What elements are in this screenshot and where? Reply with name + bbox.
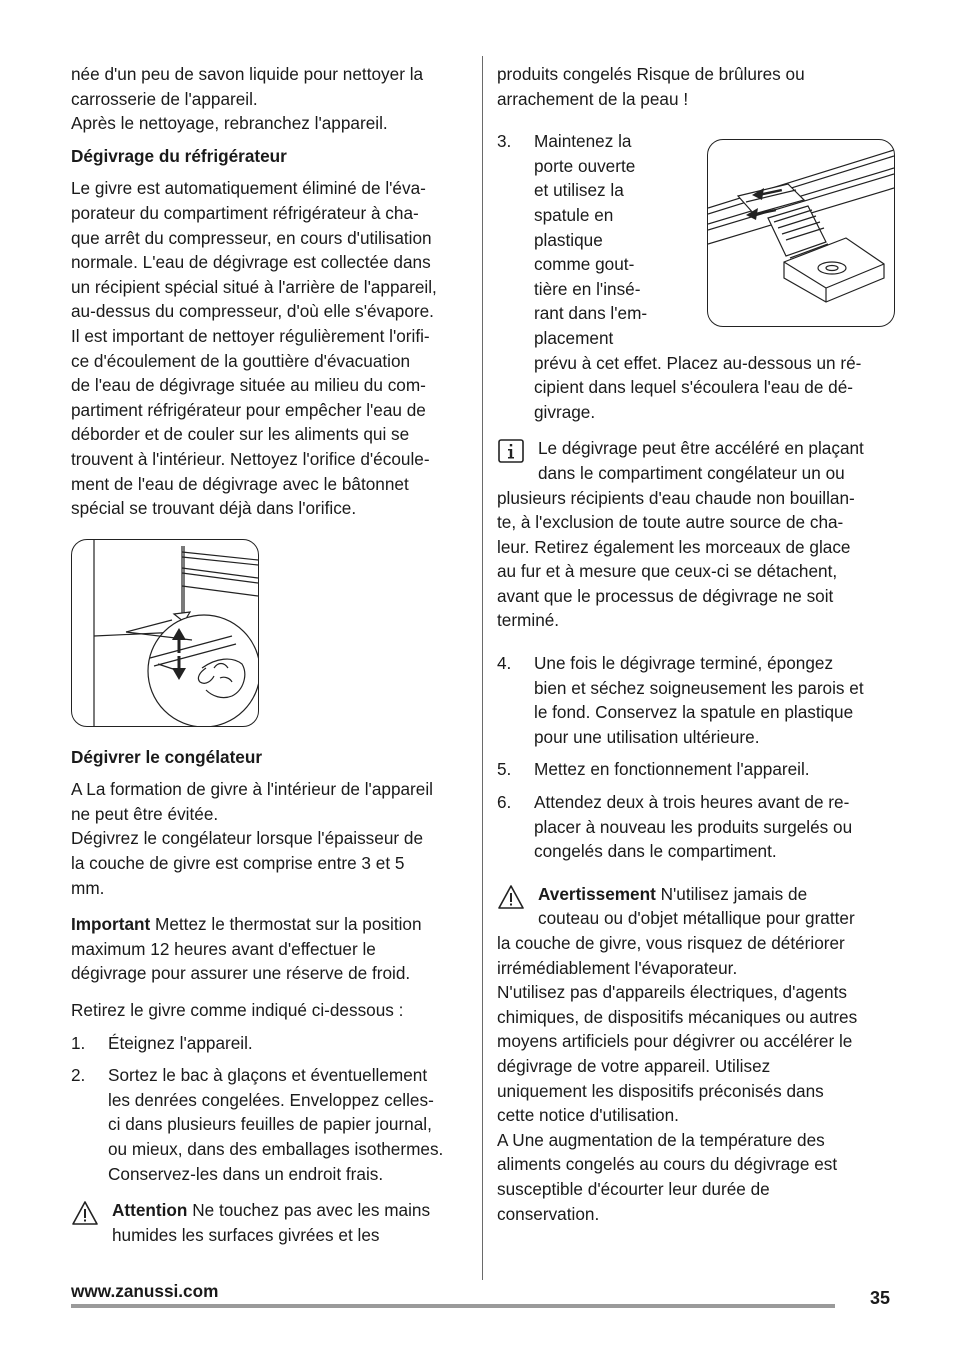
- step-text: ou mieux, dans des emballages isothermes.: [108, 1139, 444, 1159]
- step-number: 2.: [71, 1065, 86, 1086]
- step-text: Éteignez l'appareil.: [108, 1032, 253, 1053]
- step-text: plastique: [534, 229, 603, 250]
- info-icon: [497, 438, 525, 464]
- fridge-defrost-heading: Dégivrage du réfrigérateur: [71, 145, 287, 166]
- step-text: congelés dans le compartiment.: [534, 841, 777, 862]
- spatula-illustration: [707, 139, 895, 327]
- paragraph-line: au-dessus du compresseur, d'où elle s'évapore.: [71, 301, 434, 322]
- warning-text: couteau ou d'objet métallique pour gratter: [538, 908, 855, 929]
- important-note: [71, 912, 469, 986]
- step-text: Maintenez la: [534, 131, 632, 152]
- column-divider: [482, 56, 483, 1280]
- step-text: placement: [534, 327, 614, 348]
- attention-continued: produits congelés Risque de brûlures ou: [497, 64, 805, 84]
- step-text: les denrées congelées. Enveloppez celles-: [108, 1089, 434, 1110]
- paragraph-line: ne peut être évitée.: [71, 803, 219, 824]
- step-text: rant dans l'em-: [534, 303, 648, 324]
- warning-text: uniquement les dispositifs préconisés dans: [497, 1080, 824, 1101]
- left-column: [71, 62, 469, 1247]
- paragraph-line: Dégivrez le congélateur lorsque l'épaisseur de: [71, 828, 424, 849]
- list-item-step-5: [497, 757, 897, 782]
- warning-text: irrémédiablement l'évaporateur.: [497, 957, 738, 978]
- info-text: dans le compartiment congélateur un ou: [538, 462, 845, 483]
- warning-triangle-icon: [71, 1200, 99, 1226]
- important-label: Important: [71, 914, 151, 935]
- page-number: 35: [870, 1288, 891, 1308]
- step-text: givrage.: [534, 401, 596, 422]
- list-item-step-3: [497, 129, 897, 350]
- paragraph-line: partiment réfrigérateur pour empêcher l'eau de: [71, 399, 426, 420]
- paragraph-line: Le givre est automatiquement éliminé de l'éva-: [71, 178, 426, 199]
- warning-text: moyens artificiels pour dégivrer ou accélérer le: [497, 1031, 853, 1052]
- paragraph-line: spécial se trouvant déjà dans l'orifice.: [71, 498, 357, 519]
- paragraph-line: porateur du compartiment réfrigérateur à cha-: [71, 202, 419, 223]
- paragraph-line: de l'eau de dégivrage située au milieu du com-: [71, 375, 426, 396]
- step-text: Une fois le dégivrage terminé, épongez: [534, 653, 834, 674]
- paragraph-line: A La formation de givre à l'intérieur de l'appareil: [71, 779, 433, 800]
- warning-text: aliments congelés au cours du dégivrage est: [497, 1154, 838, 1175]
- remove-frost-intro: Retirez le givre comme indiqué ci-dessous :: [71, 1000, 404, 1021]
- step-number: 4.: [497, 653, 512, 674]
- step-number: 6.: [497, 792, 512, 813]
- attention-note: [71, 1198, 469, 1247]
- paragraph-line: trouvent à l'intérieur. Nettoyez l'orifice d'écoule-: [71, 448, 430, 469]
- step-text: Mettez en fonctionnement l'appareil.: [534, 759, 810, 780]
- important-text: Mettez le thermostat sur la position: [150, 914, 422, 935]
- intro-line: née d'un peu de savon liquide pour nettoyer la: [71, 64, 424, 84]
- step-number: 5.: [497, 759, 512, 780]
- list-item-step-1: [71, 1031, 469, 1056]
- paragraph-line: déborder et de couler sur les aliments qui se: [71, 424, 410, 445]
- important-text: dégivrage pour assurer une réserve de froid.: [71, 963, 411, 984]
- freezer-defrost-paragraph: [71, 777, 469, 900]
- step-text: comme gout-: [534, 254, 635, 275]
- step-text: ci dans plusieurs feuilles de papier journal,: [108, 1114, 432, 1135]
- paragraph-line: normale. L'eau de dégivrage est collectée dans: [71, 252, 431, 273]
- step-text: tière en l'insé-: [534, 278, 641, 299]
- step-number: 3.: [497, 131, 512, 152]
- attention-label: Attention: [112, 1200, 188, 1221]
- info-text: avant que le processus de dégivrage ne soit: [497, 585, 834, 606]
- warning-text: dégivrage de votre appareil. Utilisez: [497, 1055, 771, 1076]
- step-text: bien et séchez soigneusement les parois et: [534, 677, 864, 698]
- step-text: placer à nouveau les produits surgelés ou: [534, 816, 853, 837]
- info-note: [497, 436, 897, 633]
- paragraph-line: que arrêt du compresseur, en cours d'utilisation: [71, 227, 432, 248]
- info-text: plusieurs récipients d'eau chaude non bouillan-: [497, 487, 855, 508]
- list-item-step-2: [71, 1063, 469, 1186]
- step-text: pour une utilisation ultérieure.: [534, 726, 760, 747]
- footer-website: www.zanussi.com: [71, 1281, 219, 1301]
- step-text: le fond. Conservez la spatule en plastique: [534, 702, 854, 723]
- warning-text: A Une augmentation de la température des: [497, 1129, 825, 1150]
- warning-text: N'utilisez pas d'appareils électriques, d'agents: [497, 982, 847, 1003]
- step-text: Sortez le bac à glaçons et éventuellement: [108, 1065, 428, 1086]
- step-text: et utilisez la: [534, 180, 624, 201]
- paragraph-line: la couche de givre est comprise entre 3 et 5: [71, 853, 405, 874]
- warning-label: Avertissement: [538, 883, 656, 904]
- drain-cleaning-illustration: [71, 539, 259, 727]
- step-text: prévu à cet effet. Placez au-dessous un ré-: [534, 352, 862, 373]
- step-text: cipient dans lequel s'écoulera l'eau de dé-: [534, 377, 854, 398]
- step-text: Conservez-les dans un endroit frais.: [108, 1163, 384, 1184]
- warning-text: cette notice d'utilisation.: [497, 1105, 679, 1126]
- info-text: Le dégivrage peut être accéléré en plaçant: [538, 438, 864, 459]
- warning-text: chimiques, de dispositifs mécaniques ou autres: [497, 1006, 858, 1027]
- attention-text: humides les surfaces givrées et les: [112, 1224, 380, 1245]
- info-text: te, à l'exclusion de toute autre source de cha-: [497, 512, 844, 533]
- info-text: leur. Retirez également les morceaux de glace: [497, 536, 851, 557]
- spatula-drawing: [708, 140, 894, 326]
- step-text: Attendez deux à trois heures avant de re-: [534, 792, 850, 813]
- step-text: spatule en: [534, 204, 614, 225]
- info-text: au fur et à mesure que ceux-ci se détachent,: [497, 561, 838, 582]
- intro-line: Après le nettoyage, rebranchez l'appareil.: [71, 113, 388, 134]
- warning-note: [497, 882, 897, 1226]
- warning-text: susceptible d'écourter leur durée de: [497, 1178, 770, 1199]
- paragraph-line: un récipient spécial situé à l'arrière de l'appareil,: [71, 276, 437, 297]
- freezer-defrost-heading: Dégivrer le congélateur: [71, 746, 263, 767]
- right-column: [497, 62, 897, 1226]
- list-item-step-6: [497, 790, 897, 864]
- info-text: terminé.: [497, 610, 560, 631]
- intro-line: carrosserie de l'appareil.: [71, 88, 258, 109]
- attention-text: Ne touchez pas avec les mains: [187, 1200, 431, 1221]
- warning-text: la couche de givre, vous risquez de détériorer: [497, 933, 845, 953]
- warning-text: conservation.: [497, 1203, 600, 1224]
- warning-triangle-icon: [497, 884, 525, 910]
- step-text: porte ouverte: [534, 155, 636, 176]
- drain-stick-drawing: [72, 540, 258, 726]
- paragraph-line: Il est important de nettoyer régulièrement l'orifi-: [71, 325, 430, 346]
- list-item-step-4: [497, 651, 897, 749]
- step-3-continued: [497, 351, 897, 425]
- step-number: 1.: [71, 1032, 86, 1053]
- paragraph-line: ce d'écoulement de la gouttière d'évacuation: [71, 350, 411, 371]
- warning-text: N'utilisez jamais de: [655, 883, 808, 904]
- footer-rule: [71, 1304, 835, 1308]
- fridge-defrost-paragraph: [71, 176, 469, 520]
- attention-continued: arrachement de la peau !: [497, 88, 689, 109]
- paragraph-line: mm.: [71, 877, 105, 898]
- important-text: maximum 12 heures avant d'effectuer le: [71, 938, 376, 959]
- paragraph-line: ment de l'eau de dégivrage avec le bâtonnet: [71, 473, 409, 494]
